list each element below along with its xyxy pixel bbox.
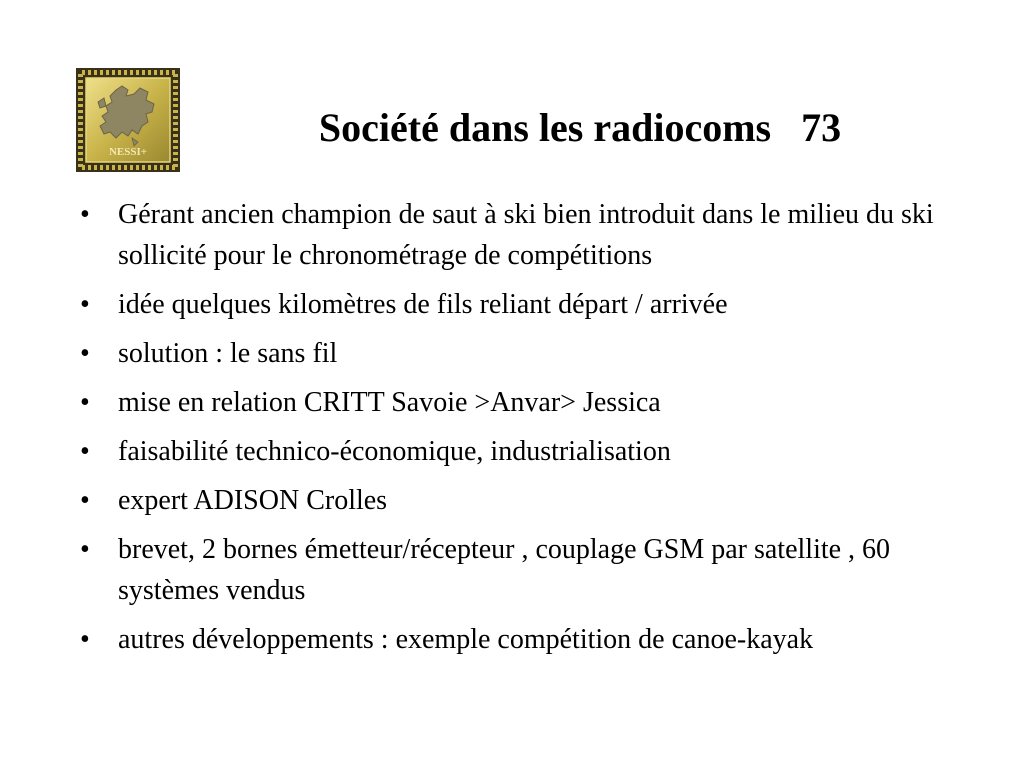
bullet-item [80,619,980,660]
bullet-item [80,529,980,611]
bullet-item [80,333,980,374]
bullet-item [80,431,980,472]
bullet-item [80,284,980,325]
bullet-list [80,194,980,668]
bullet-text: solution : le sans fil [118,338,338,369]
bullet-item [80,382,980,423]
nessi-logo-icon [76,68,180,172]
bullet-text: faisabilité technico-économique, industrialisation [118,436,671,467]
bullet-item [80,194,980,276]
bullet-text: idée quelques kilomètres de fils reliant départ / arrivée [118,289,728,320]
slide-page-number: 73 [801,105,842,150]
logo-text: NESSI+ [108,146,148,158]
bullet-icon: • [80,485,90,516]
bullet-icon: • [80,199,90,230]
bullet-icon: • [80,387,90,418]
bullet-text: mise en relation CRITT Savoie >Anvar> Jessica [118,387,661,418]
bullet-icon: • [80,436,90,467]
bullet-icon: • [80,338,90,369]
bullet-text: Gérant ancien champion de saut à ski bien introduit dans le milieu du ski sollicité pour le chronométrage de compétitions [118,199,934,271]
bullet-text: brevet, 2 bornes émetteur/récepteur , couplage GSM par satellite , 60 systèmes vendus [118,534,891,606]
slide-title-text: Société dans les radiocoms [318,105,772,150]
bullet-icon: • [80,289,90,320]
bullet-item [80,480,980,521]
bullet-icon: • [80,624,90,655]
slide-title [240,101,920,155]
bullet-icon: • [80,534,90,565]
bullet-text: autres développements : exemple compétition de canoe-kayak [118,624,814,655]
bullet-text: expert ADISON Crolles [118,485,388,516]
